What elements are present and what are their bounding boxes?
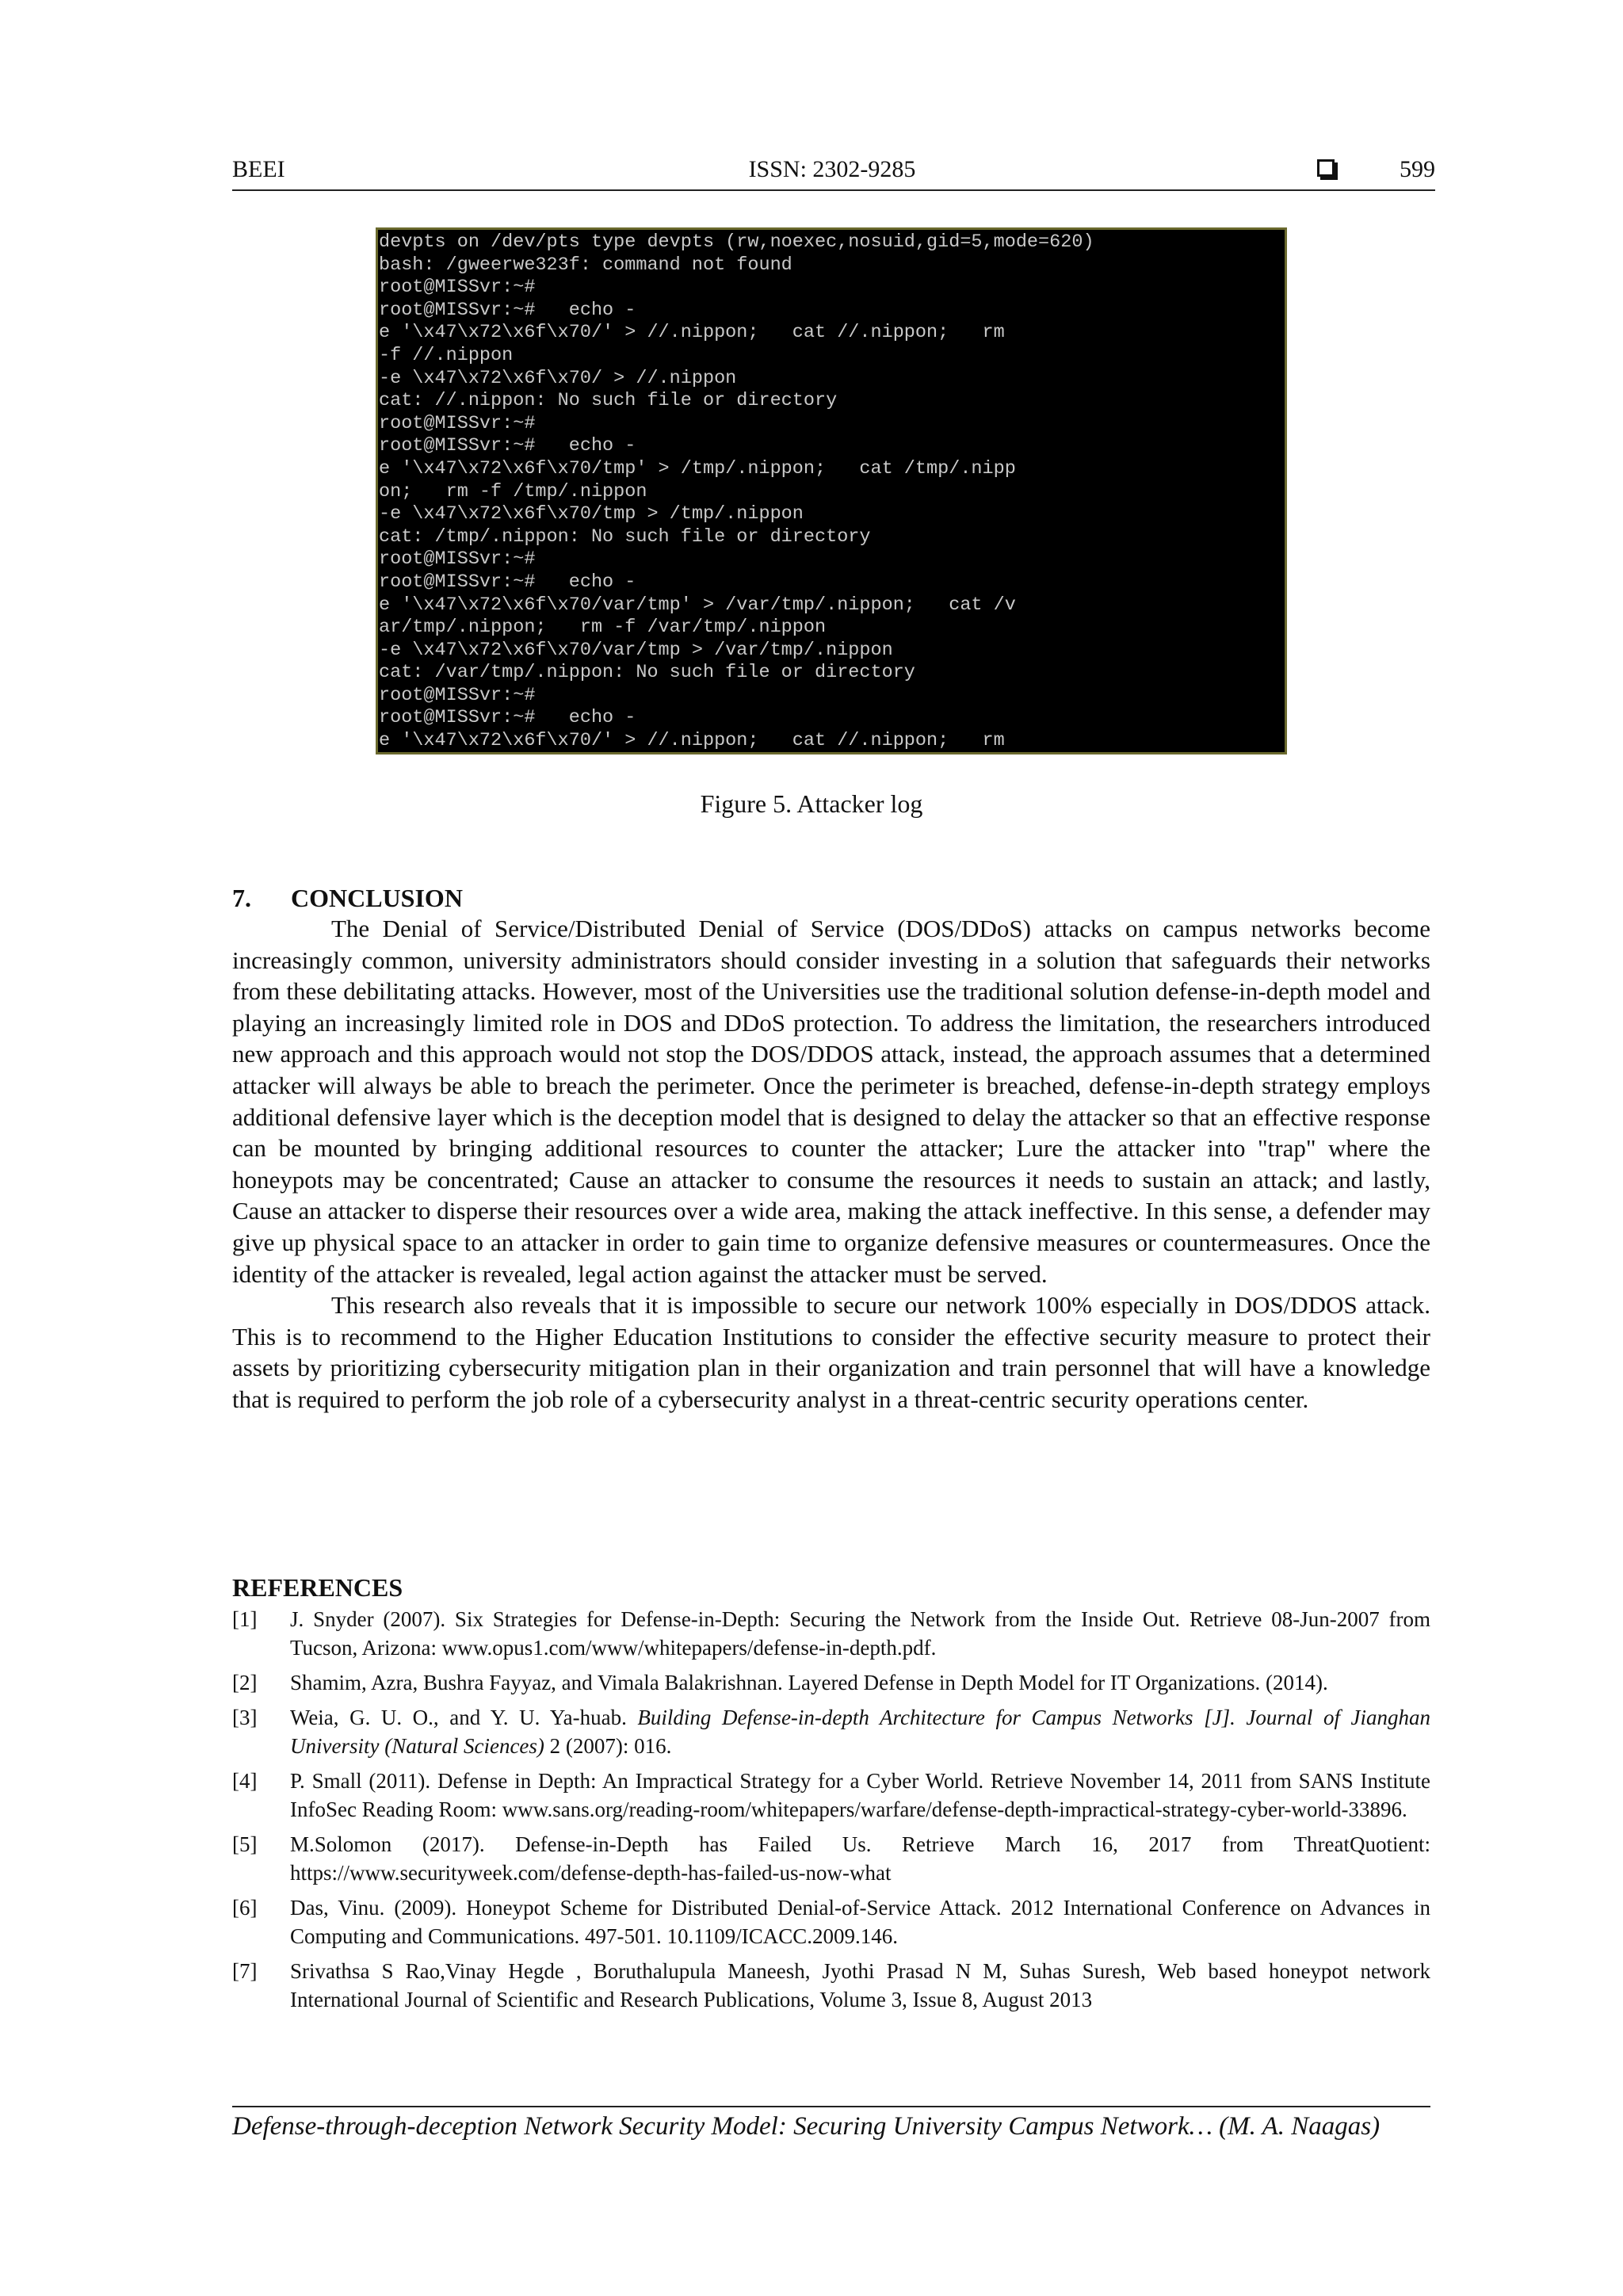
paragraph: This research also reveals that it is impossible to secure our network 100% especially in DOS/DDOS attack. This is to recommend to the Higher Education Institutions to consider the effective security measure to protect their assets by prioritizing cybersecurity mitigation plan in their organization and train personnel that will have a knowledge that is required to perform the job role of a cybersecurity analyst in a threat-centric security operations center.: [232, 1291, 1430, 1413]
reference-item: [232, 1830, 1430, 1887]
section-number: 7.: [232, 884, 251, 912]
terminal-line: cat: /tmp/.nippon: No such file or directory: [379, 525, 871, 548]
journal-name: BEEI: [232, 156, 285, 182]
terminal-line: cat: /var/tmp/.nippon: No such file or directory: [379, 662, 915, 684]
reference-number: [5]: [232, 1832, 258, 1856]
terminal-line: root@MISSvr:~# echo -: [379, 299, 636, 321]
reference-item: [232, 1893, 1430, 1950]
terminal-line: cat: //.nippon: No such file or directory: [379, 390, 838, 412]
conclusion-body: [232, 913, 1430, 1415]
terminal-line: e '\x47\x72\x6f\x70/var/tmp' > /var/tmp/.nippon; cat /v: [379, 594, 1016, 616]
terminal-line: root@MISSvr:~# echo -: [379, 707, 636, 729]
reference-text: J. Snyder (2007). Six Strategies for Defense-in-Depth: Securing the Network from the Inside Out. Retrieve 08-Jun-2007 from Tucson, Arizona: www.opus1.com/www/whitepapers/defense-in-depth.pdf.: [290, 1607, 1430, 1660]
reference-text: Shamim, Azra, Bushra Fayyaz, and Vimala Balakrishnan. Layered Defense in Depth Model for IT Organizations. (2014).: [290, 1671, 1328, 1694]
reference-number: [1]: [232, 1607, 258, 1631]
section-title: CONCLUSION: [291, 884, 463, 912]
reference-text: Das, Vinu. (2009). Honeypot Scheme for Distributed Denial-of-Service Attack. 2012 International Conference on Advances in Computing and Communications. 497-501. 10.1109/ICACC.2009.146.: [290, 1896, 1430, 1948]
section-heading: [232, 884, 463, 913]
terminal-line: bash: /gweerwe323f: command not found: [379, 254, 792, 276]
terminal-line: -e \x47\x72\x6f\x70/var/tmp > /var/tmp/.nippon: [379, 639, 893, 661]
terminal-line: -e \x47\x72\x6f\x70/ > //.nippon: [379, 367, 737, 389]
issn: ISSN: 2302-9285: [748, 156, 916, 182]
references-heading: REFERENCES: [232, 1573, 403, 1602]
terminal-line: e '\x47\x72\x6f\x70/tmp' > /tmp/.nippon; cat /tmp/.nipp: [379, 457, 1016, 479]
terminal-line: root@MISSvr:~#: [379, 684, 536, 706]
reference-text: P. Small (2011). Defense in Depth: An Impractical Strategy for a Cyber World. Retrieve November 14, 2011 from SANS Institute InfoSec Reading Room: www.sans.org/reading-room/whitepapers/warfare/defense-depth-impractical-strategy-cyber-world-33896.: [290, 1769, 1430, 1821]
reference-authors: Weia, G. U. O., and Y. U. Ya-huab.: [290, 1706, 638, 1729]
terminal-line: root@MISSvr:~#: [379, 548, 536, 571]
terminal-line: root@MISSvr:~#: [379, 277, 536, 299]
terminal-screenshot: [376, 227, 1287, 755]
reference-item: [232, 1668, 1430, 1697]
reference-journal-title: Building Defense-in-depth Architecture for Campus Networks [J]. Journal of Jianghan University (Natural Sciences): [290, 1706, 1430, 1758]
terminal-line: root@MISSvr:~# echo -: [379, 435, 636, 457]
terminal-line: e '\x47\x72\x6f\x70/' > //.nippon; cat //.nippon; rm: [379, 730, 1005, 752]
reference-number: [2]: [232, 1671, 258, 1694]
reference-number: [6]: [232, 1896, 258, 1920]
paragraph: The Denial of Service/Distributed Denial of Service (DOS/DDoS) attacks on campus networks become increasingly common, university administrators should consider investing in a solution that safeguards their networks from these debilitating attacks. However, most of the Universities use the traditional solution defense-in-depth model and playing an increasingly limited role in DOS and DDoS protection. To address the limitation, the researchers introduced new approach and this approach would not stop the DOS/DDOS attack, instead, the approach assumes that a determined attacker will always be able to breach the perimeter. Once the perimeter is breached, defense-in-depth strategy employs additional defensive layer which is the deception model that is designed to delay the attacker so that an effective response can be mounted by bringing additional resources to counter the attacker; Lure the attacker into "trap" where the honeypots may be concentrated; Cause an attacker to consume the resources it needs to sustain an attack; and lastly, Cause an attacker to disperse their resources over a wide area, making the attack ineffective. In this sense, a defender may give up physical space to an attacker in order to gain time to organize defensive measures or countermeasures. Once the identity of the attacker is revealed, legal action against the attacker must be served.: [232, 915, 1430, 1288]
terminal-line: on; rm -f /tmp/.nippon: [379, 480, 647, 502]
reference-item: [232, 1957, 1430, 2014]
terminal-line: devpts on /dev/pts type devpts (rw,noexec,nosuid,gid=5,mode=620): [379, 231, 1094, 253]
reference-details: 2 (2007): 016.: [544, 1734, 672, 1758]
figure-caption: Figure 5. Attacker log: [700, 789, 923, 818]
reference-list: [232, 1605, 1430, 2020]
page-footer: Defense-through-deception Network Security Model: Securing University Campus Network… (M. A. Naagas): [232, 2106, 1430, 2141]
reference-item: [232, 1605, 1430, 1662]
reference-item: [232, 1703, 1430, 1760]
page-header: [232, 153, 1435, 191]
reference-text: M.Solomon (2017). Defense-in-Depth has Failed Us. Retrieve March 16, 2017 from ThreatQuotient: https://www.securityweek.com/defense-depth-has-failed-us-now-what: [290, 1832, 1430, 1885]
reference-text: [290, 1703, 1430, 1760]
terminal-line: root@MISSvr:~# echo -: [379, 571, 636, 593]
reference-number: [7]: [232, 1959, 258, 1983]
terminal-line: -e \x47\x72\x6f\x70/tmp > /tmp/.nippon: [379, 503, 804, 525]
reference-item: [232, 1767, 1430, 1824]
terminal-line: e '\x47\x72\x6f\x70/' > //.nippon; cat //.nippon; rm: [379, 322, 1005, 344]
terminal-line: -f //.nippon: [379, 344, 514, 366]
reference-number: [3]: [232, 1706, 258, 1729]
square-bullet-icon: [1317, 159, 1335, 177]
reference-number: [4]: [232, 1769, 258, 1793]
page-number: 599: [1400, 156, 1435, 182]
terminal-line: ar/tmp/.nippon; rm -f /var/tmp/.nippon: [379, 617, 827, 639]
terminal-line: root@MISSvr:~#: [379, 412, 536, 434]
reference-text: Srivathsa S Rao,Vinay Hegde , Boruthalupula Maneesh, Jyothi Prasad N M, Suhas Suresh, Web based honeypot network International Journal of Scientific and Research Publications, Volume 3, Issue 8, August 2013: [290, 1959, 1430, 2011]
